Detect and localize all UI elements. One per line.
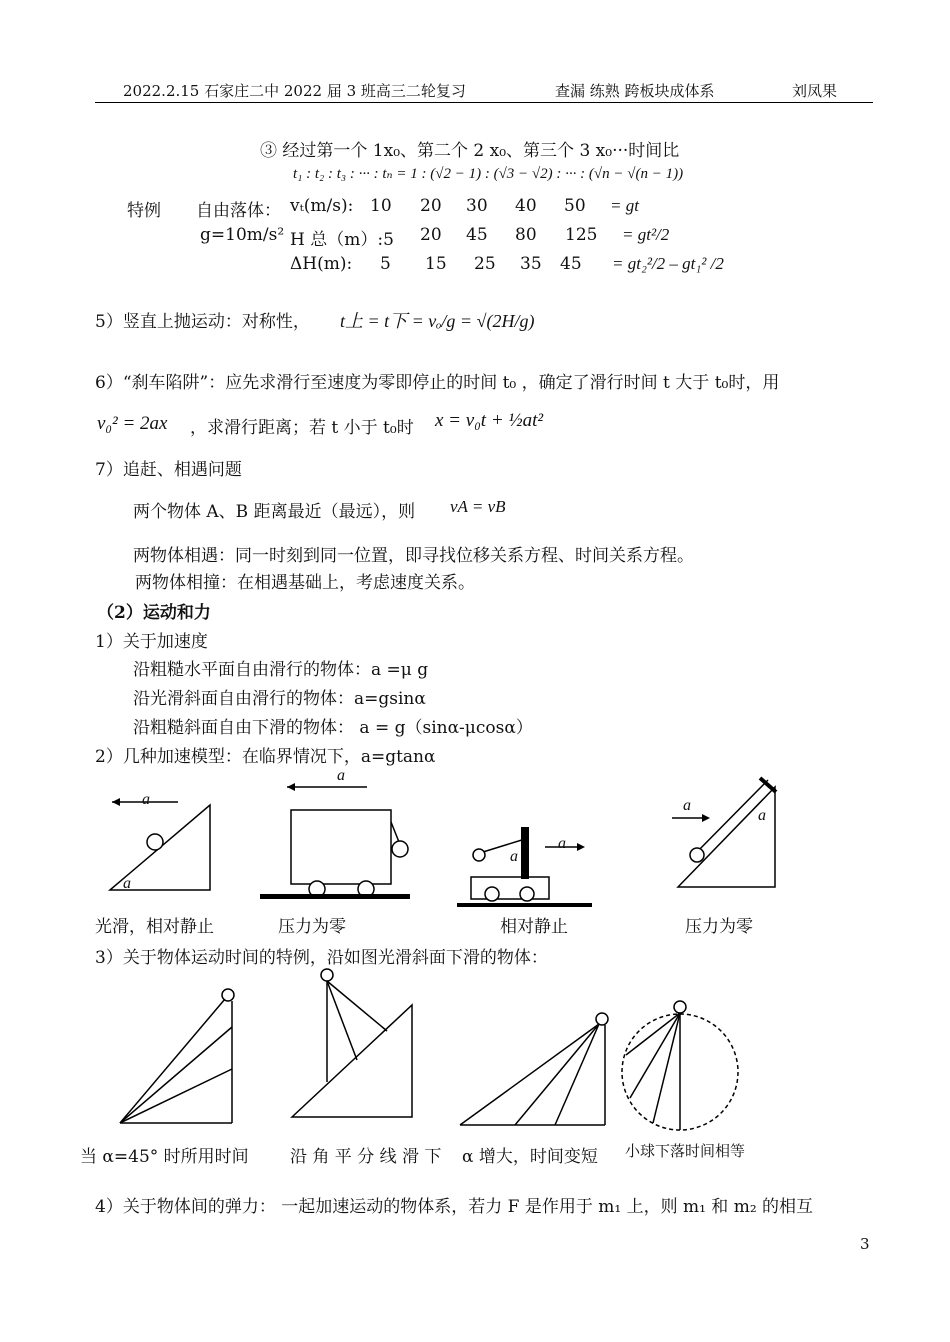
- row3-v3: 35: [520, 254, 542, 274]
- item6-formula-c: x = v₀t + ½at²: [435, 410, 544, 431]
- fig-smooth-incline: [100, 780, 230, 895]
- row2-v3: 125: [565, 225, 598, 245]
- acc-line2: 沿光滑斜面自由滑行的物体：a=gsinα: [133, 689, 426, 709]
- models-title: 2）几种加速模型：在临界情况下，a=gtanα: [95, 747, 436, 767]
- fig6-caption: 沿 角 平 分 线 滑 下: [290, 1147, 442, 1167]
- row3-v4: 45: [560, 254, 582, 274]
- item7-line3: 两物体相撞：在相遇基础上，考虑速度关系。: [135, 573, 475, 593]
- row1-formula: = gt: [610, 196, 639, 215]
- row2-formula: = gt²/2: [622, 225, 670, 244]
- item7-title: 7）追赶、相遇问题: [95, 460, 242, 480]
- fig4-caption: 压力为零: [685, 917, 753, 937]
- fig1-caption: 光滑，相对静止: [95, 917, 214, 937]
- fig4-incline-label: a: [758, 807, 766, 824]
- item7-line2: 两物体相遇：同一时刻到同一位置，即寻找位移关系方程、时间关系方程。: [133, 546, 694, 566]
- row1-label: vₜ(m/s):: [290, 196, 354, 216]
- item5-formula: t上 = t下 = vₒ/g = √(2H/g): [340, 311, 535, 331]
- fig-incline-pushed: [670, 770, 785, 895]
- item6-line2: ，求滑行距离；若 t 小于 t₀时: [190, 418, 414, 438]
- fig5-caption: 当 α=45° 时所用时间: [80, 1147, 249, 1167]
- fig-angle-bisector: [290, 965, 430, 1125]
- fig2-accel-label: a: [337, 767, 345, 784]
- header-right: 刘凤果: [792, 82, 838, 100]
- part2-title: （2）运动和力: [97, 603, 211, 623]
- acc-title: 1）关于加速度: [95, 632, 208, 652]
- fig3-accel-label: a: [558, 835, 566, 852]
- fig1-angle-label: a: [123, 875, 131, 892]
- fig-box-pendulum: [255, 770, 415, 905]
- acc-line1: 沿粗糙水平面自由滑行的物体：a =μ g: [133, 660, 429, 680]
- row3-v1: 15: [425, 254, 447, 274]
- row1-v3: 40: [515, 196, 537, 216]
- row1-v2: 30: [466, 196, 488, 216]
- row2-v0: 20: [420, 225, 442, 245]
- fig8-caption: 小球下落时间相等: [625, 1142, 746, 1160]
- time-title: 3）关于物体运动时间的特例，沿如图光滑斜面下滑的物体：: [95, 948, 548, 968]
- header-middle: 查漏 练熟 跨板块成体系: [555, 82, 715, 100]
- row1-v4: 50: [564, 196, 586, 216]
- fig2-caption: 压力为零: [278, 917, 346, 937]
- item6-formula-a: v₀² = 2ax: [97, 413, 168, 434]
- fig-cart-pendulum: [455, 825, 595, 910]
- row2-v2: 80: [515, 225, 537, 245]
- header-left: 2022.2.15 石家庄二中 2022 届 3 班高三二轮复习: [123, 82, 466, 100]
- row3-formula: = gt₂²/2 – gt₁² /2: [612, 254, 724, 273]
- page-number: 3: [860, 1235, 870, 1253]
- fig7-caption: α 增大，时间变短: [462, 1147, 598, 1167]
- fig-alpha-increases: [455, 1005, 615, 1130]
- row3-v0: 5: [380, 254, 391, 274]
- item7-line1-formula: vA = vB: [450, 497, 506, 516]
- freefall-label: 自由落体：: [196, 201, 281, 221]
- acc-line3: 沿粗糙斜面自由下滑的物体： a = g（sinα-μcosα）: [133, 718, 533, 738]
- gravity-value: g=10m/s²: [200, 225, 285, 245]
- item7-line1: 两个物体 A、B 距离最近（最远），则: [133, 502, 416, 522]
- fig4-accel-label: a: [683, 797, 691, 814]
- time-ratio-title: ③ 经过第一个 1x₀、第二个 2 x₀、第三个 3 x₀···时间比: [260, 141, 680, 161]
- row1-v1: 20: [420, 196, 442, 216]
- header-rule: [95, 102, 873, 103]
- row3-v2: 25: [474, 254, 496, 274]
- fig-circle-chords: [618, 995, 748, 1140]
- fig3-caption: 相对静止: [500, 917, 568, 937]
- row2-v1: 45: [466, 225, 488, 245]
- fig1-accel-label: a: [142, 791, 150, 808]
- item5-text: 5）竖直上抛运动：对称性，: [95, 312, 310, 332]
- row3-label: ΔH(m):: [290, 254, 353, 274]
- fig3-angle-label: a: [510, 848, 518, 865]
- time-ratio-formula: t₁ : t₂ : t₃ : ··· : tₙ = 1 : (√2 − 1) : (√3 − √2) : ··· : (√n − √(n − 1)): [293, 166, 684, 182]
- item6-line1: 6）“刹车陷阱”：应先求滑行至速度为零即停止的时间 t₀ ，确定了滑行时间 t 大于 t₀时，用: [95, 373, 780, 393]
- row1-v0: 10: [370, 196, 392, 216]
- special-label: 特例: [127, 201, 161, 221]
- fig-incline-45: [115, 985, 245, 1130]
- row2-label: H 总（m）:5: [290, 230, 394, 250]
- item4-text: 4）关于物体间的弹力： 一起加速运动的物体系，若力 F 是作用于 m₁ 上，则 m₁ 和 m₂ 的相互: [95, 1197, 814, 1217]
